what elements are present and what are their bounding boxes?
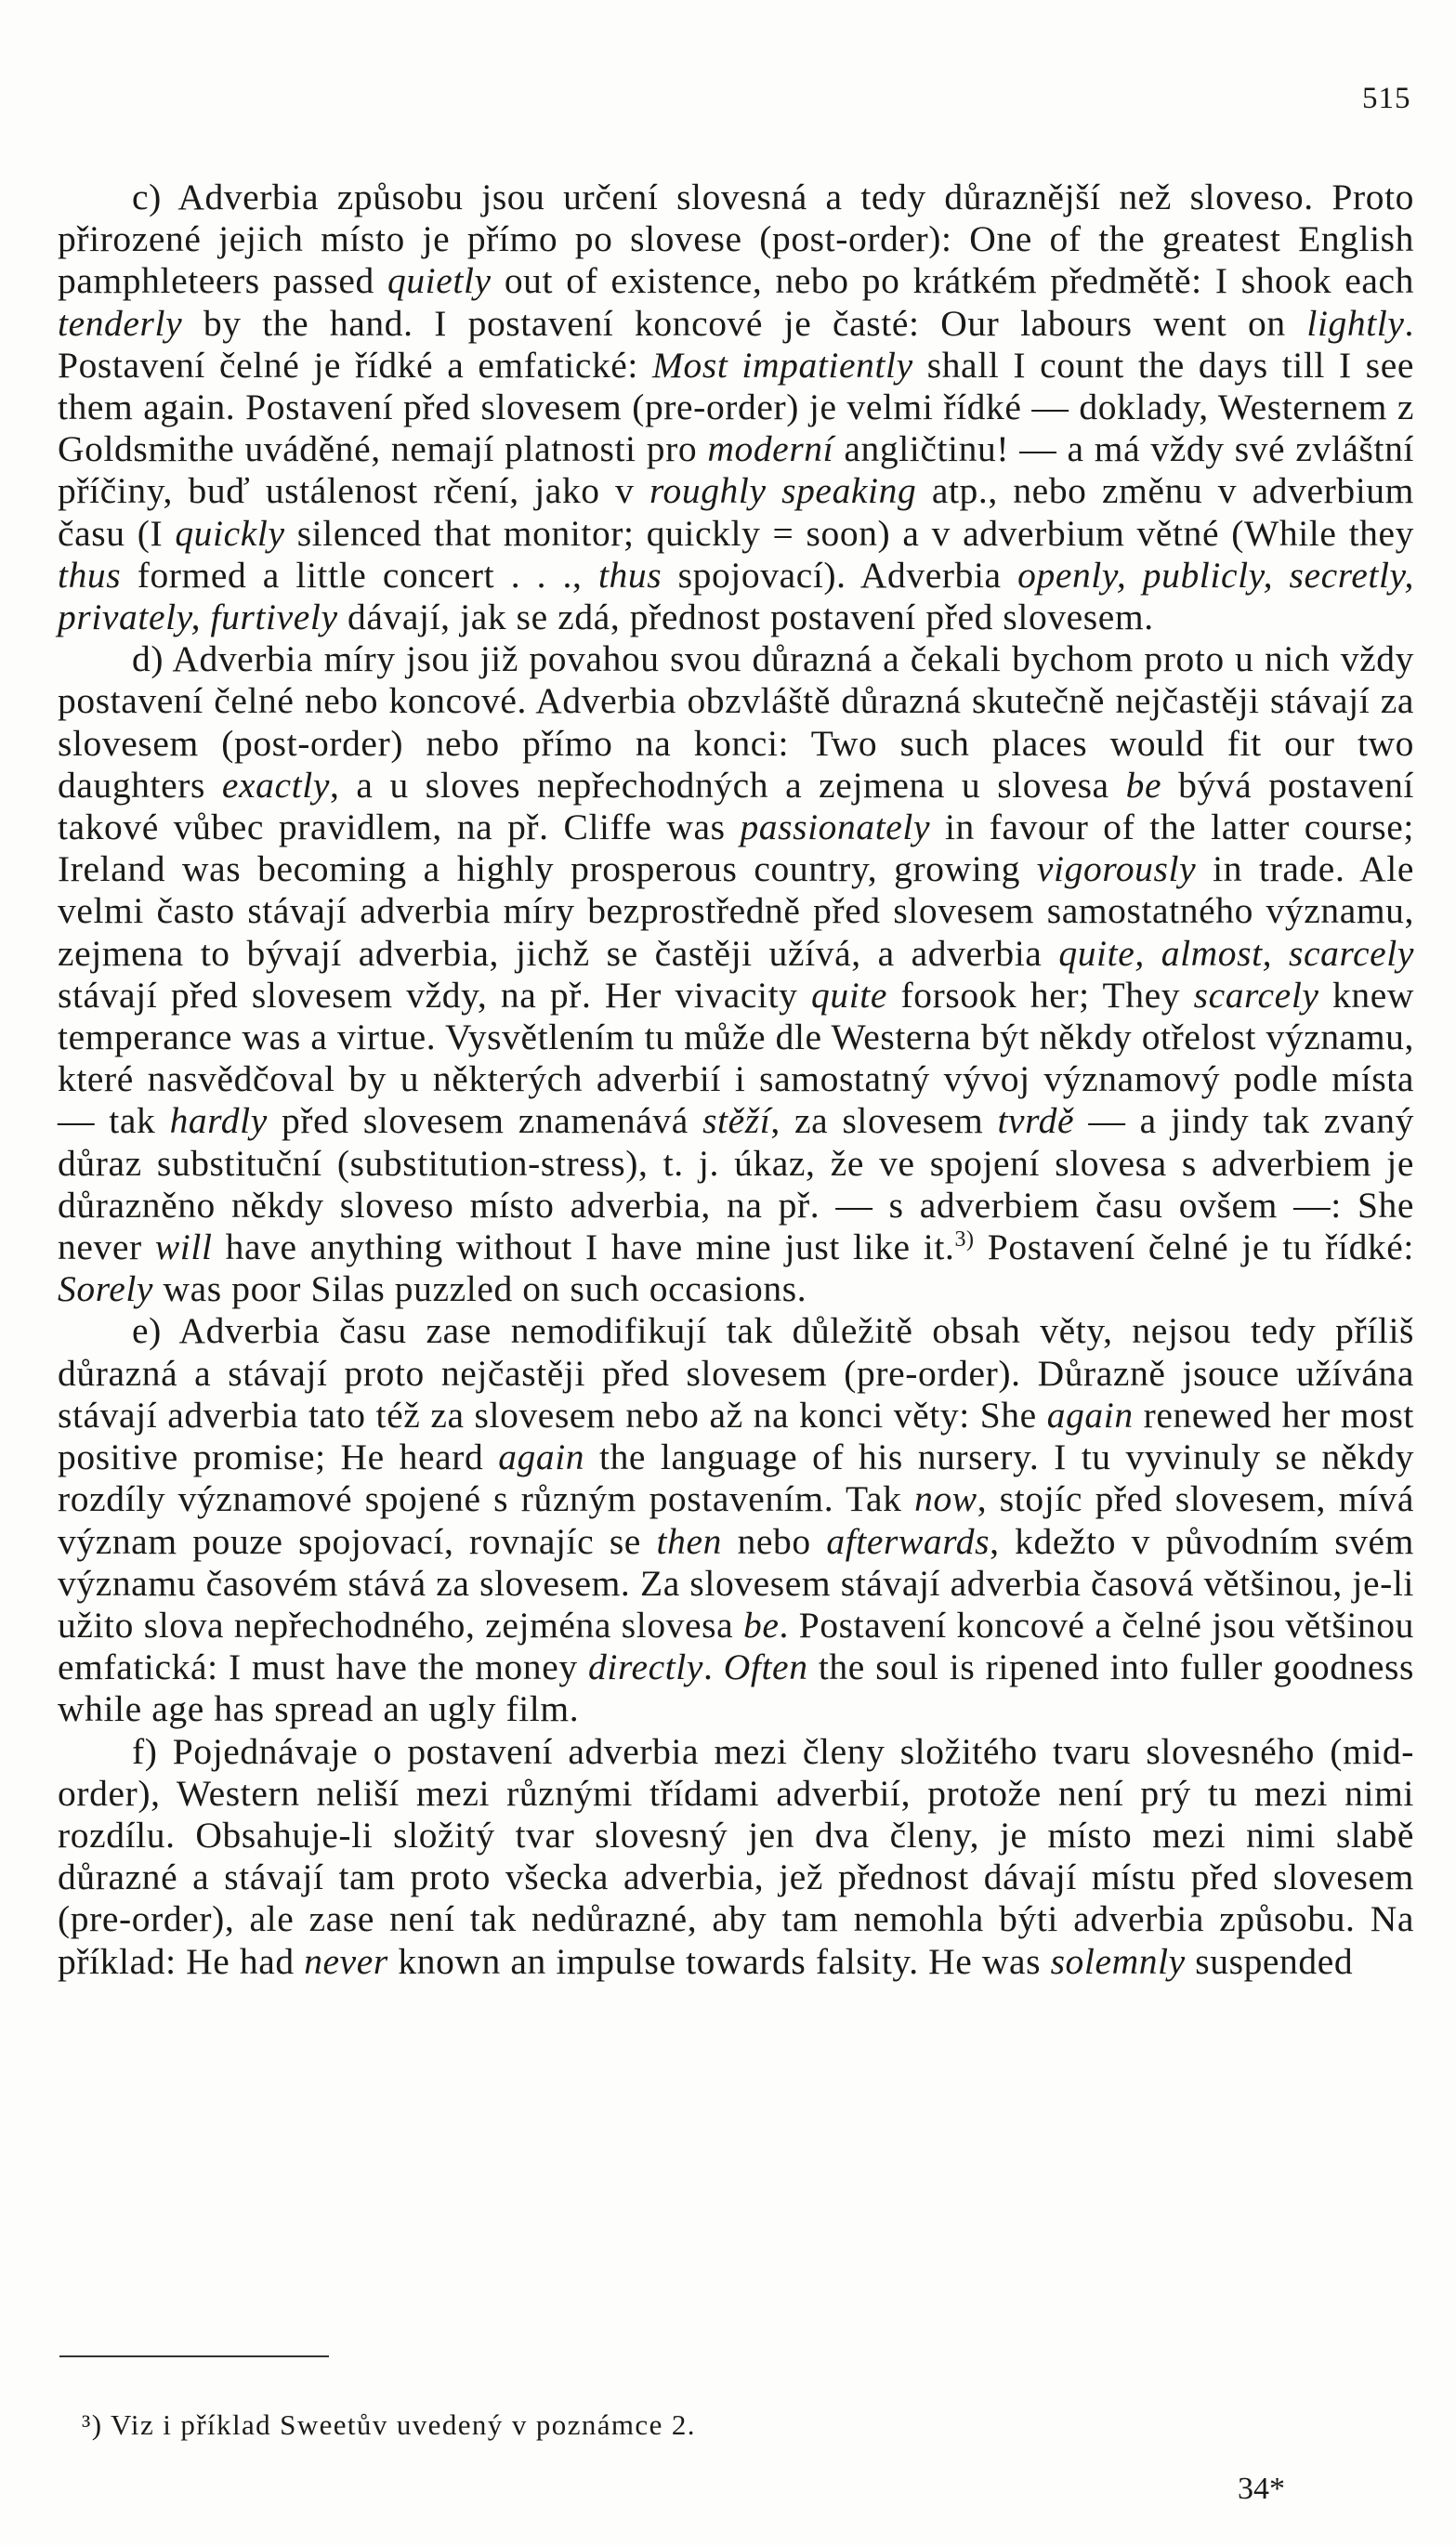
italic-example: quite <box>811 974 887 1016</box>
text-run: dávají, jak se zdá, přednost postavení před slovesem. <box>337 597 1154 638</box>
text-run: e) Adverbia času zase nemodifikují tak důležitě obsah věty, nejsou tedy příliš důrazná a stávají proto nejčastěji před slovesem (pre-order). Důrazně jsouce užívána stávají adverbia tato též za slovesem nebo až na konci věty: She <box>58 1310 1414 1436</box>
paragraph <box>58 177 1414 638</box>
italic-example: tvrdě <box>997 1100 1075 1142</box>
italic-example: quite, almost, scarcely <box>1058 932 1414 974</box>
italic-example: Often <box>723 1646 808 1688</box>
text-run: , stojíc před slovesem, mívá význam pouze spojovací, rovnajíc se <box>58 1478 1414 1562</box>
italic-example: afterwards <box>826 1520 990 1562</box>
italic-example: Sorely <box>58 1268 154 1310</box>
italic-example: solemnly <box>1050 1940 1186 1982</box>
italic-example: never <box>304 1940 388 1982</box>
text-run: — a jindy tak zvaný důraz substituční (substitution-stress), t. j. úkaz, že ve spojení slovesa s adverbiem je důrazněno někdy sloveso místo adverbia, na př. — s adverbiem času ovšem —: She never <box>58 1100 1414 1268</box>
italic-example: tenderly <box>58 302 183 344</box>
text-run: forsook her; They <box>887 974 1194 1016</box>
text-run: known an impulse towards falsity. He was <box>387 1940 1051 1982</box>
text-run: shall I count the days till I see them again. Postavení před slovesem (pre-order) je velmi řídké — doklady, Westernem z Goldsmithe uváděné, nemají platnosti pro <box>58 344 1415 470</box>
italic-example: exactly <box>221 764 330 806</box>
italic-example: be <box>743 1604 780 1646</box>
page-number: 515 <box>1362 82 1411 115</box>
text-run: knew temperance was a virtue. Vysvětlením tu může dle Westerna být někdy otřelost významu, které nasvědčoval by u některých adverbií i samostatný vývoj významový podle místa — tak <box>58 974 1415 1142</box>
paragraph <box>58 638 1414 1310</box>
italic-example: thus <box>597 554 662 596</box>
text-run: . Postavení čelné je řídké a emfatické: <box>58 302 1414 386</box>
italic-example: again <box>498 1436 585 1478</box>
italic-example: vigorously <box>1036 848 1197 890</box>
footnote-reference: 3) <box>954 1227 975 1252</box>
italic-example: will <box>154 1227 213 1268</box>
text-run: . <box>703 1646 724 1688</box>
text-run: nebo <box>721 1520 827 1562</box>
italic-example: quickly <box>175 512 285 554</box>
text-run: suspended <box>1185 1940 1354 1982</box>
text-run: Postavení čelné je tu řídké: <box>974 1227 1414 1268</box>
text-run: atp., nebo změnu v adverbium času (I <box>58 470 1414 554</box>
italic-example: moderní <box>707 428 834 470</box>
italic-example: then <box>656 1520 722 1562</box>
text-run: , za slovesem <box>770 1100 998 1142</box>
italic-example: lightly <box>1306 302 1405 344</box>
text-run: in trade. Ale velmi často stávají adverbia míry bezprostředně před slovesem samostatného významu, zejmena to bývají adverbia, jichž se častěji užívá, a adverbia <box>58 848 1415 974</box>
text-run: out of existence, nebo po krátkém předmětě: I shook each <box>491 260 1414 302</box>
italic-example: hardly <box>169 1100 268 1142</box>
text-run: f) Pojednávaje o postavení adverbia mezi členy složitého tvaru slovesného (mid-order), Western neliší mezi různými třídami adverbií, protože není prý tu mezi nimi rozdílu. Obsahuje-li složitý tvar slovesný jen dva členy, je místo mezi nimi slabě důrazné a stávají tam proto všecka adverbia, jež přednost dávají místu před slovesem (pre-order), ale zase není tak nedůrazné, aby tam nemohla býti adverbia způsobu. Na příklad: He had <box>58 1730 1414 1982</box>
footnote: ³) Viz i příklad Sweetův uvedený v poznámce 2. <box>82 2408 696 2441</box>
text-run: have anything without I have mine just like it. <box>212 1227 955 1268</box>
italic-example: be <box>1125 764 1162 806</box>
text-run: d) Adverbia míry jsou již povahou svou důrazná a čekali bychom proto u nich vždy postavení čelné nebo koncové. Adverbia obzvláště důrazná skutečně nejčastěji stávají za slovesem (post-order) nebo přímo na konci: Two such places would fit our two daughters <box>58 638 1414 806</box>
text-run: spojovací). Adverbia <box>662 554 1018 596</box>
text-run: stávají před slovesem vždy, na př. Her vivacity <box>58 974 812 1016</box>
text-run: silenced that monitor; quickly = soon) a v adverbium větné (While they <box>284 512 1414 554</box>
text-run: the language of his nursery. I tu vyvinuly se někdy rozdíly významové spojené s různým postavením. Tak <box>58 1436 1414 1520</box>
text-run: formed a little concert . . ., <box>121 554 598 596</box>
text-run: angličtinu! — a má vždy své zvláštní příčiny, buď ustálenost rčení, jako v <box>58 428 1414 512</box>
italic-example: quietly <box>387 260 492 302</box>
italic-example: openly, publicly, secretly, privately, furtively <box>58 554 1414 638</box>
text-run: renewed her most positive promise; He heard <box>58 1394 1414 1478</box>
text-run: by the hand. I postavení koncové je časté: Our labours went on <box>182 302 1307 344</box>
italic-example: now <box>914 1478 977 1520</box>
text-run: the soul is ripened into fuller goodness while age has spread an ugly film. <box>58 1646 1414 1730</box>
paragraph <box>58 1310 1414 1730</box>
italic-example: again <box>1046 1394 1134 1436</box>
text-run: , kdežto v původním svém významu časovém stává za slovesem. Za slovesem stávají adverbia časová většinou, je-li užito slova nepřechodného, zejména slovesa <box>58 1520 1414 1646</box>
italic-example: directly <box>588 1646 703 1688</box>
italic-example: passionately <box>740 807 931 848</box>
text-run: in favour of the latter course; Ireland was becoming a highly prosperous country, growing <box>58 807 1414 890</box>
italic-example: thus <box>58 554 122 596</box>
text-run: c) Adverbia způsobu jsou určení slovesná a tedy důraznější než sloveso. Proto přirozené jejich místo je přímo po slovese (post-order): One of the greatest English pamphleteers passed <box>58 177 1414 302</box>
signature-mark: 34* <box>1238 2472 1285 2506</box>
text-run: . Postavení koncové a čelné jsou většinou emfatická: I must have the money <box>58 1604 1414 1688</box>
body-text <box>58 177 1414 1983</box>
text-run: před slovesem znamenává <box>267 1100 703 1142</box>
italic-example: Most impatiently <box>652 344 913 386</box>
italic-example: stěží <box>702 1100 771 1142</box>
text-run: was poor Silas puzzled on such occasions. <box>153 1268 807 1310</box>
italic-example: scarcely <box>1193 974 1319 1016</box>
text-run: , a u sloves nepřechodných a zejmena u slovesa <box>329 764 1126 806</box>
paragraph <box>58 1731 1414 1983</box>
text-run: bývá postavení takové vůbec pravidlem, na př. Cliffe was <box>58 764 1414 848</box>
footnote-divider <box>59 2355 329 2357</box>
italic-example: roughly speaking <box>649 470 917 512</box>
